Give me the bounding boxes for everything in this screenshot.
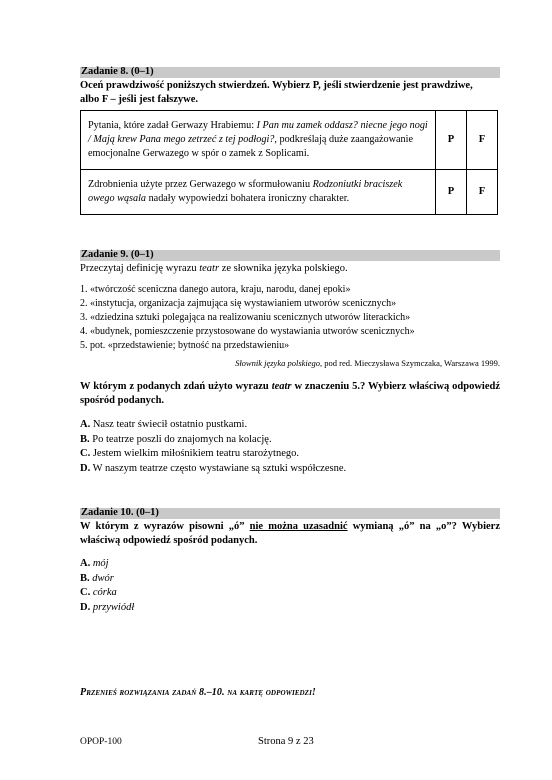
page-number: Strona 9 z 23 (258, 736, 314, 747)
list-item: 1. «twórczość sceniczna danego autora, kraju, narodu, danej epoki» (80, 284, 351, 295)
task9-question: W którym z podanych zdań użyto wyrazu teatr w znaczeniu 5.? Wybierz właściwą odpowiedź spośród podanych. (80, 381, 501, 406)
task9-title: Zadanie 9. (0–1) (81, 249, 154, 260)
task9-intro: Przeczytaj definicję wyrazu teatr ze słownika języka polskiego. (80, 263, 348, 274)
statement-2-f-option[interactable]: F (467, 170, 498, 215)
exam-code: OPOP-100 (80, 737, 122, 747)
table-row (81, 111, 498, 170)
definition-list (80, 283, 415, 353)
answer-c[interactable]: C. Jestem wielkim miłośnikiem teatru starożytnego. (80, 448, 300, 459)
answer-d[interactable]: D. przywiódł (80, 601, 135, 613)
answer-b[interactable]: B. dwór (80, 572, 114, 584)
list-item: 3. «dziedzina sztuki polegająca na realizowaniu scenicznych utworów literackich» (80, 312, 411, 323)
list-item: 4. «budynek, pomieszczenie przystosowane do wystawiania utworów scenicznych» (80, 326, 415, 337)
statement-1-p-option[interactable]: P (436, 111, 467, 170)
answer-a[interactable]: A. mój (80, 558, 109, 569)
task8-title: Zadanie 8. (0–1) (81, 66, 154, 77)
task8-instruction-line1: Oceń prawdziwość poniższych stwierdzeń. Wybierz P, jeśli stwierdzenie jest prawdziwe, (80, 80, 473, 91)
list-item: 5. pot. «przedstawienie; bytność na przedstawieniu» (80, 340, 290, 351)
dictionary-source: Słownik języka polskiego, pod red. Mieczysława Szymczaka, Warszawa 1999. (235, 358, 500, 368)
statement-2 (81, 170, 436, 215)
true-false-table (80, 110, 498, 215)
statement-1-quote: I Pan mu zamek oddasz? niecne jego nogi / Mają krew Pana mego zetrzeć z tej podłogi? (88, 120, 428, 145)
answer-d[interactable]: D. W naszym teatrze często wystawiane są sztuki współczesne. (80, 462, 347, 474)
statement-2-quote: Rodzoniutki braciszek owego wąsala (88, 179, 403, 204)
statement-2-text: Zdrobnienia użyte przez Gerwazego w sformułowaniu (88, 179, 313, 190)
task10-title: Zadanie 10. (0–1) (81, 507, 159, 518)
task10-question: W którym z wyrazów pisowni „ó” nie można uzasadnić wymianą „ó” na „o”? Wybierz właściwą odpowiedź spośród podanych. (80, 521, 500, 546)
task10-answers (80, 557, 134, 615)
statement-1-f-option[interactable]: F (467, 111, 498, 170)
table-row (81, 170, 498, 215)
statement-2-p-option[interactable]: P (436, 170, 467, 215)
statement-2-text-end: nadały wypowiedzi bohatera ironiczny charakter. (146, 193, 350, 204)
task8-instruction-line2: albo F – jeśli jest fałszywe. (80, 94, 199, 105)
statement-1-text-end: , podkreślają duże zaangażowanie emocjonalne Gerwazego w spór o zamek z Soplicami. (88, 134, 413, 159)
statement-1-text: Pytania, które zadał Gerwazy Hrabiemu: (88, 120, 257, 131)
answer-c[interactable]: C. córka (80, 587, 117, 598)
answer-b[interactable]: B. Po teatrze poszli do znajomych na kolację. (80, 433, 272, 445)
answer-a[interactable]: A. Nasz teatr świecił ostatnio pustkami. (80, 419, 248, 430)
list-item: 2. «instytucja, organizacja zajmująca się wystawianiem utworów scenicznych» (80, 298, 397, 309)
statement-1 (81, 111, 436, 170)
transfer-answers-note: Przenieś rozwiązania zadań 8.–10. na kartę odpowiedzi! (80, 687, 316, 698)
task8-instruction (80, 79, 500, 107)
task9-answers (80, 418, 346, 476)
